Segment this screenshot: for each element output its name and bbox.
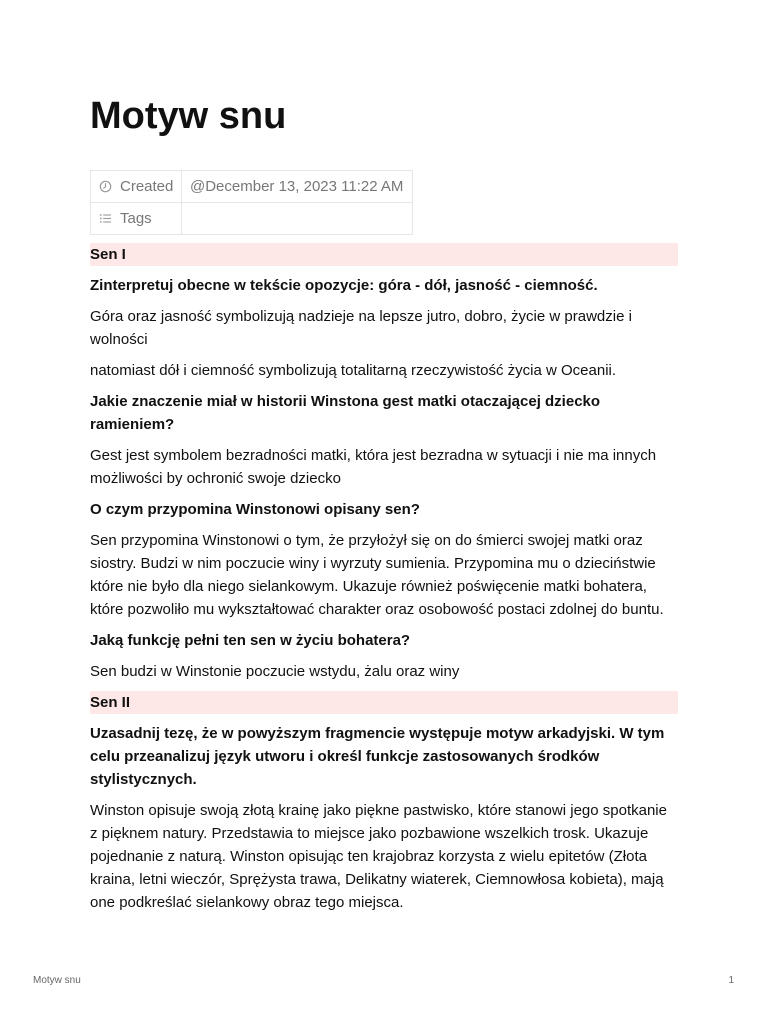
- answer-paragraph-1: Góra oraz jasność symbolizują nadzieje na lepsze jutro, dobro, życie w prawdzie i wolności: [90, 308, 632, 348]
- list-icon: [99, 212, 112, 225]
- document-body: [90, 243, 678, 922]
- tags-label: Tags: [120, 210, 152, 227]
- created-value: @December 13, 2023 11:22 AM: [182, 171, 413, 203]
- created-label: Created: [120, 178, 174, 195]
- question-5: Uzasadnij tezę, że w powyższym fragmencie występuje motyw arkadyjski. W tym celu przeanalizuj język utworu i określ funkcje zastosowanych środków stylistycznych.: [90, 725, 665, 788]
- answer-paragraph-4: Sen przypomina Winstonowi o tym, że przyłożył się on do śmierci swojej matki oraz siostry. Budzi w nim poczucie winy i wyrzuty sumienia. Przypomina mu o dzieciństwie które nie było dla niego sielankowym. Ukazuje również poświęcenie matki bohatera, które pozwoliło mu wykształtować charakter oraz osobowość postaci zdolnej do buntu.: [90, 532, 664, 618]
- page-title: Motyw snu: [90, 95, 287, 137]
- section-heading-sen-1: Sen I: [90, 243, 678, 266]
- footer-page-number: 1: [728, 975, 734, 986]
- property-key-created: [91, 171, 182, 203]
- question-4: Jaką funkcję pełni ten sen w życiu bohatera?: [90, 632, 411, 649]
- tags-value: [182, 203, 413, 235]
- answer-paragraph-3: Gest jest symbolem bezradności matki, która jest bezradna w sytuacji i nie ma innych możliwości by ochronić swoje dziecko: [90, 447, 657, 487]
- property-row-tags: [91, 203, 413, 235]
- footer-document-name: Motyw snu: [33, 975, 81, 986]
- section-heading-sen-2: Sen II: [90, 691, 678, 714]
- question-3: O czym przypomina Winstonowi opisany sen?: [90, 501, 420, 518]
- properties-table: [90, 170, 413, 235]
- answer-paragraph-6: Winston opisuje swoją złotą krainę jako piękne pastwisko, które stanowi jego spotkanie z pięknem natury. Przedstawia to miejsce jako pozbawione wszelkich trosk. Ukazuje pojednanie z naturą. Winston opisując ten krajobraz korzysta z wielu epitetów (Złota kraina, letni wieczór, Sprężysta trawa, Delikatny wiaterek, Ciemnowłosa kobieta), mają one podkreślać sielankowy obraz tego miejsca.: [90, 802, 667, 911]
- property-key-tags: [91, 203, 182, 235]
- clock-icon: [99, 180, 112, 193]
- question-1: Zinterpretuj obecne w tekście opozycje: góra - dół, jasność - ciemność.: [90, 277, 598, 294]
- answer-paragraph-2: natomiast dół i ciemność symbolizują totalitarną rzeczywistość życia w Oceanii.: [90, 362, 617, 379]
- property-row-created: [91, 171, 413, 203]
- answer-paragraph-5: Sen budzi w Winstonie poczucie wstydu, żalu oraz winy: [90, 663, 460, 680]
- question-2: Jakie znaczenie miał w historii Winstona gest matki otaczającej dziecko ramieniem?: [90, 393, 601, 433]
